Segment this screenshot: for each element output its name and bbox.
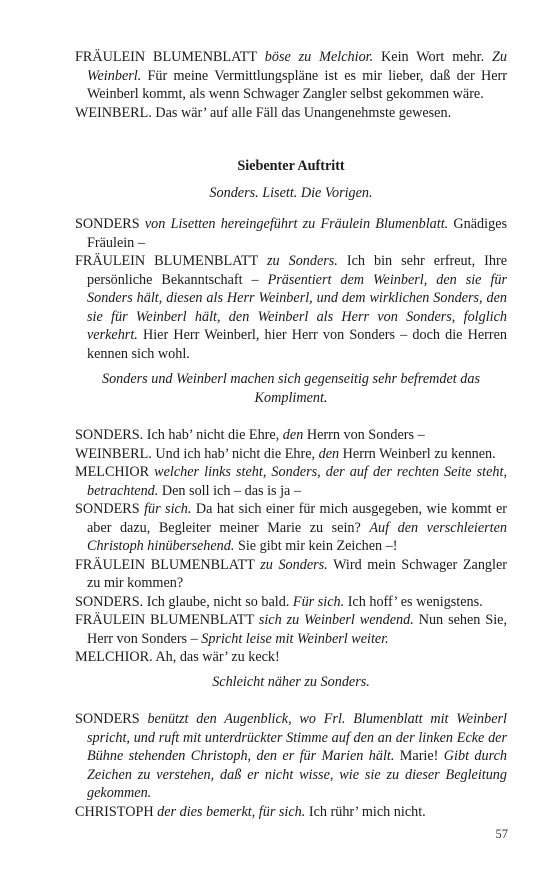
spoken-text: Wird mein Schwager Zangler zu mir kommen? bbox=[87, 556, 507, 591]
speaker-name: SONDERS. bbox=[75, 593, 144, 610]
spoken-text: Kein Wort mehr. bbox=[381, 49, 485, 65]
speaker-name: MELCHIOR bbox=[75, 464, 150, 480]
speaker-name: SONDERS bbox=[75, 711, 140, 727]
stage-direction: für sich. bbox=[144, 501, 192, 517]
speech bbox=[75, 426, 507, 445]
bottom-dialogue bbox=[75, 710, 507, 821]
speaker-name: WEINBERL. bbox=[75, 445, 152, 462]
stage-direction: sich zu Weinberl wendend. bbox=[258, 612, 414, 628]
speaker-name: SONDERS bbox=[75, 501, 140, 517]
speech bbox=[75, 215, 507, 252]
speech bbox=[75, 463, 507, 500]
speech bbox=[75, 710, 507, 803]
stage-direction: Gibt durch Zeichen zu verstehen, daß er nicht wisse, wie sie zu dieser Begleitung gekommen. bbox=[87, 748, 507, 801]
stage-direction: den bbox=[282, 427, 304, 443]
speech bbox=[75, 593, 507, 612]
speech-list bbox=[75, 710, 507, 821]
spoken-text: Ah, das wär’ zu keck! bbox=[155, 649, 280, 665]
spoken-text: Das wär’ auf alle Fäll das Unangenehmste gewesen. bbox=[155, 104, 452, 121]
speaker-name: FRÄULEIN BLUMENBLATT bbox=[75, 253, 258, 269]
spoken-text: Gnädiges Fräulein – bbox=[87, 216, 508, 251]
stage-direction: Für sich. bbox=[292, 593, 345, 610]
speech bbox=[75, 48, 507, 104]
speech-list bbox=[75, 215, 507, 363]
spoken-text: Ich glaube, nicht so bald. bbox=[146, 593, 290, 610]
speech-list bbox=[75, 48, 507, 122]
speech bbox=[75, 252, 507, 363]
stage-direction-block bbox=[86, 370, 496, 407]
speaker-name: FRÄULEIN BLUMENBLATT bbox=[75, 556, 255, 573]
stage-direction: Sonders und Weinberl machen sich gegenseitig sehr befremdet das Kompliment. bbox=[101, 371, 480, 406]
stage-direction: Spricht leise mit Weinberl weiter. bbox=[201, 630, 389, 647]
spoken-text: Sie gibt mir kein Zeichen –! bbox=[237, 538, 398, 554]
stage-direction: benützt den Augenblick, wo Frl. Blumenblatt mit Weinberl spricht, und ruft mit unterdrückter Stimme auf den an der linken Ecke der Bühne stehenden Christoph, den er für Marien hält. bbox=[87, 711, 507, 764]
stage-direction: Schleicht näher zu Sonders. bbox=[212, 674, 370, 690]
stage-direction: Zu Weinberl. bbox=[87, 49, 508, 84]
stage-direction-block bbox=[75, 673, 507, 692]
spoken-text: Den soll ich – das is ja – bbox=[161, 482, 301, 499]
speaker-name: CHRISTOPH bbox=[75, 803, 154, 820]
spoken-text: Nun sehen Sie, Herr von Sonders – bbox=[87, 612, 508, 647]
scene-header bbox=[75, 157, 507, 202]
top-dialogue bbox=[75, 48, 507, 122]
speech bbox=[75, 803, 507, 822]
spoken-text: Herrn Weinberl zu kennen. bbox=[342, 445, 496, 462]
stage-direction: welcher links steht, Sonders, der auf der rechten Seite steht, betrachtend. bbox=[87, 464, 507, 499]
stage-direction: Präsentiert dem Weinberl, den sie für Sonders hält, diesen als Herr Weinberl, und dem wirklichen Sonders, den sie für Weinberl hält, den Weinberl als Herr von Sonders, folglich verkehrt. bbox=[87, 271, 507, 343]
stage-direction: den bbox=[318, 445, 340, 462]
spoken-text: Ich rühr’ mich nicht. bbox=[308, 803, 426, 820]
speech bbox=[75, 104, 507, 123]
speaker-name: SONDERS. bbox=[75, 427, 144, 443]
speaker-name: MELCHIOR. bbox=[75, 649, 153, 665]
spoken-text: Marie! bbox=[399, 748, 439, 764]
speech bbox=[75, 611, 507, 648]
scene-title: Siebenter Auftritt bbox=[237, 158, 345, 174]
middle-dialogue bbox=[75, 215, 507, 363]
spoken-text: Für meine Vermittlungspläne ist es mir lieber, daß der Herr Weinberl kommt, als wenn Schwager Zangler selbst gekommen wäre. bbox=[87, 67, 507, 102]
stage-direction: zu Sonders. bbox=[260, 556, 328, 573]
stage-direction: der dies bemerkt, für sich. bbox=[157, 803, 306, 820]
speech bbox=[75, 648, 507, 667]
stage-direction: zu Sonders. bbox=[266, 253, 338, 269]
speaker-name: FRÄULEIN BLUMENBLATT bbox=[75, 49, 257, 65]
spoken-text: Ich hab’ nicht die Ehre, bbox=[146, 427, 280, 443]
stage-direction: Auf den verschleierten Christoph hinübersehend. bbox=[87, 519, 508, 554]
spoken-text: Hier Herr Weinberl, hier Herr von Sonders – doch die Herren kennen sich wohl. bbox=[87, 327, 508, 362]
spoken-text: Ich hoff’ es wenigstens. bbox=[347, 593, 483, 610]
speech bbox=[75, 445, 507, 464]
stage-direction: von Lisetten hereingeführt zu Fräulein Blumenblatt. bbox=[144, 216, 449, 232]
page-number: 57 bbox=[495, 827, 508, 841]
speech-list bbox=[75, 426, 507, 667]
speaker-name: WEINBERL. bbox=[75, 104, 152, 121]
spoken-text: Da hat sich einer für mich ausgegeben, wie kommt er aber dazu, Begleiter meiner Marie zu sein? bbox=[87, 501, 508, 536]
speaker-name: SONDERS bbox=[75, 216, 140, 232]
spoken-text: Ich bin sehr erfreut, Ihre persönliche Bekanntschaft – bbox=[87, 253, 507, 288]
lower-dialogue bbox=[75, 426, 507, 667]
spoken-text: Herrn von Sonders – bbox=[306, 427, 425, 443]
stage-direction: böse zu Melchior. bbox=[264, 49, 374, 65]
speech bbox=[75, 556, 507, 593]
scene-cast: Sonders. Lisett. Die Vorigen. bbox=[209, 184, 373, 201]
speech bbox=[75, 500, 507, 556]
spoken-text: Und ich hab’ nicht die Ehre, bbox=[155, 445, 316, 462]
speaker-name: FRÄULEIN BLUMENBLATT bbox=[75, 612, 254, 628]
